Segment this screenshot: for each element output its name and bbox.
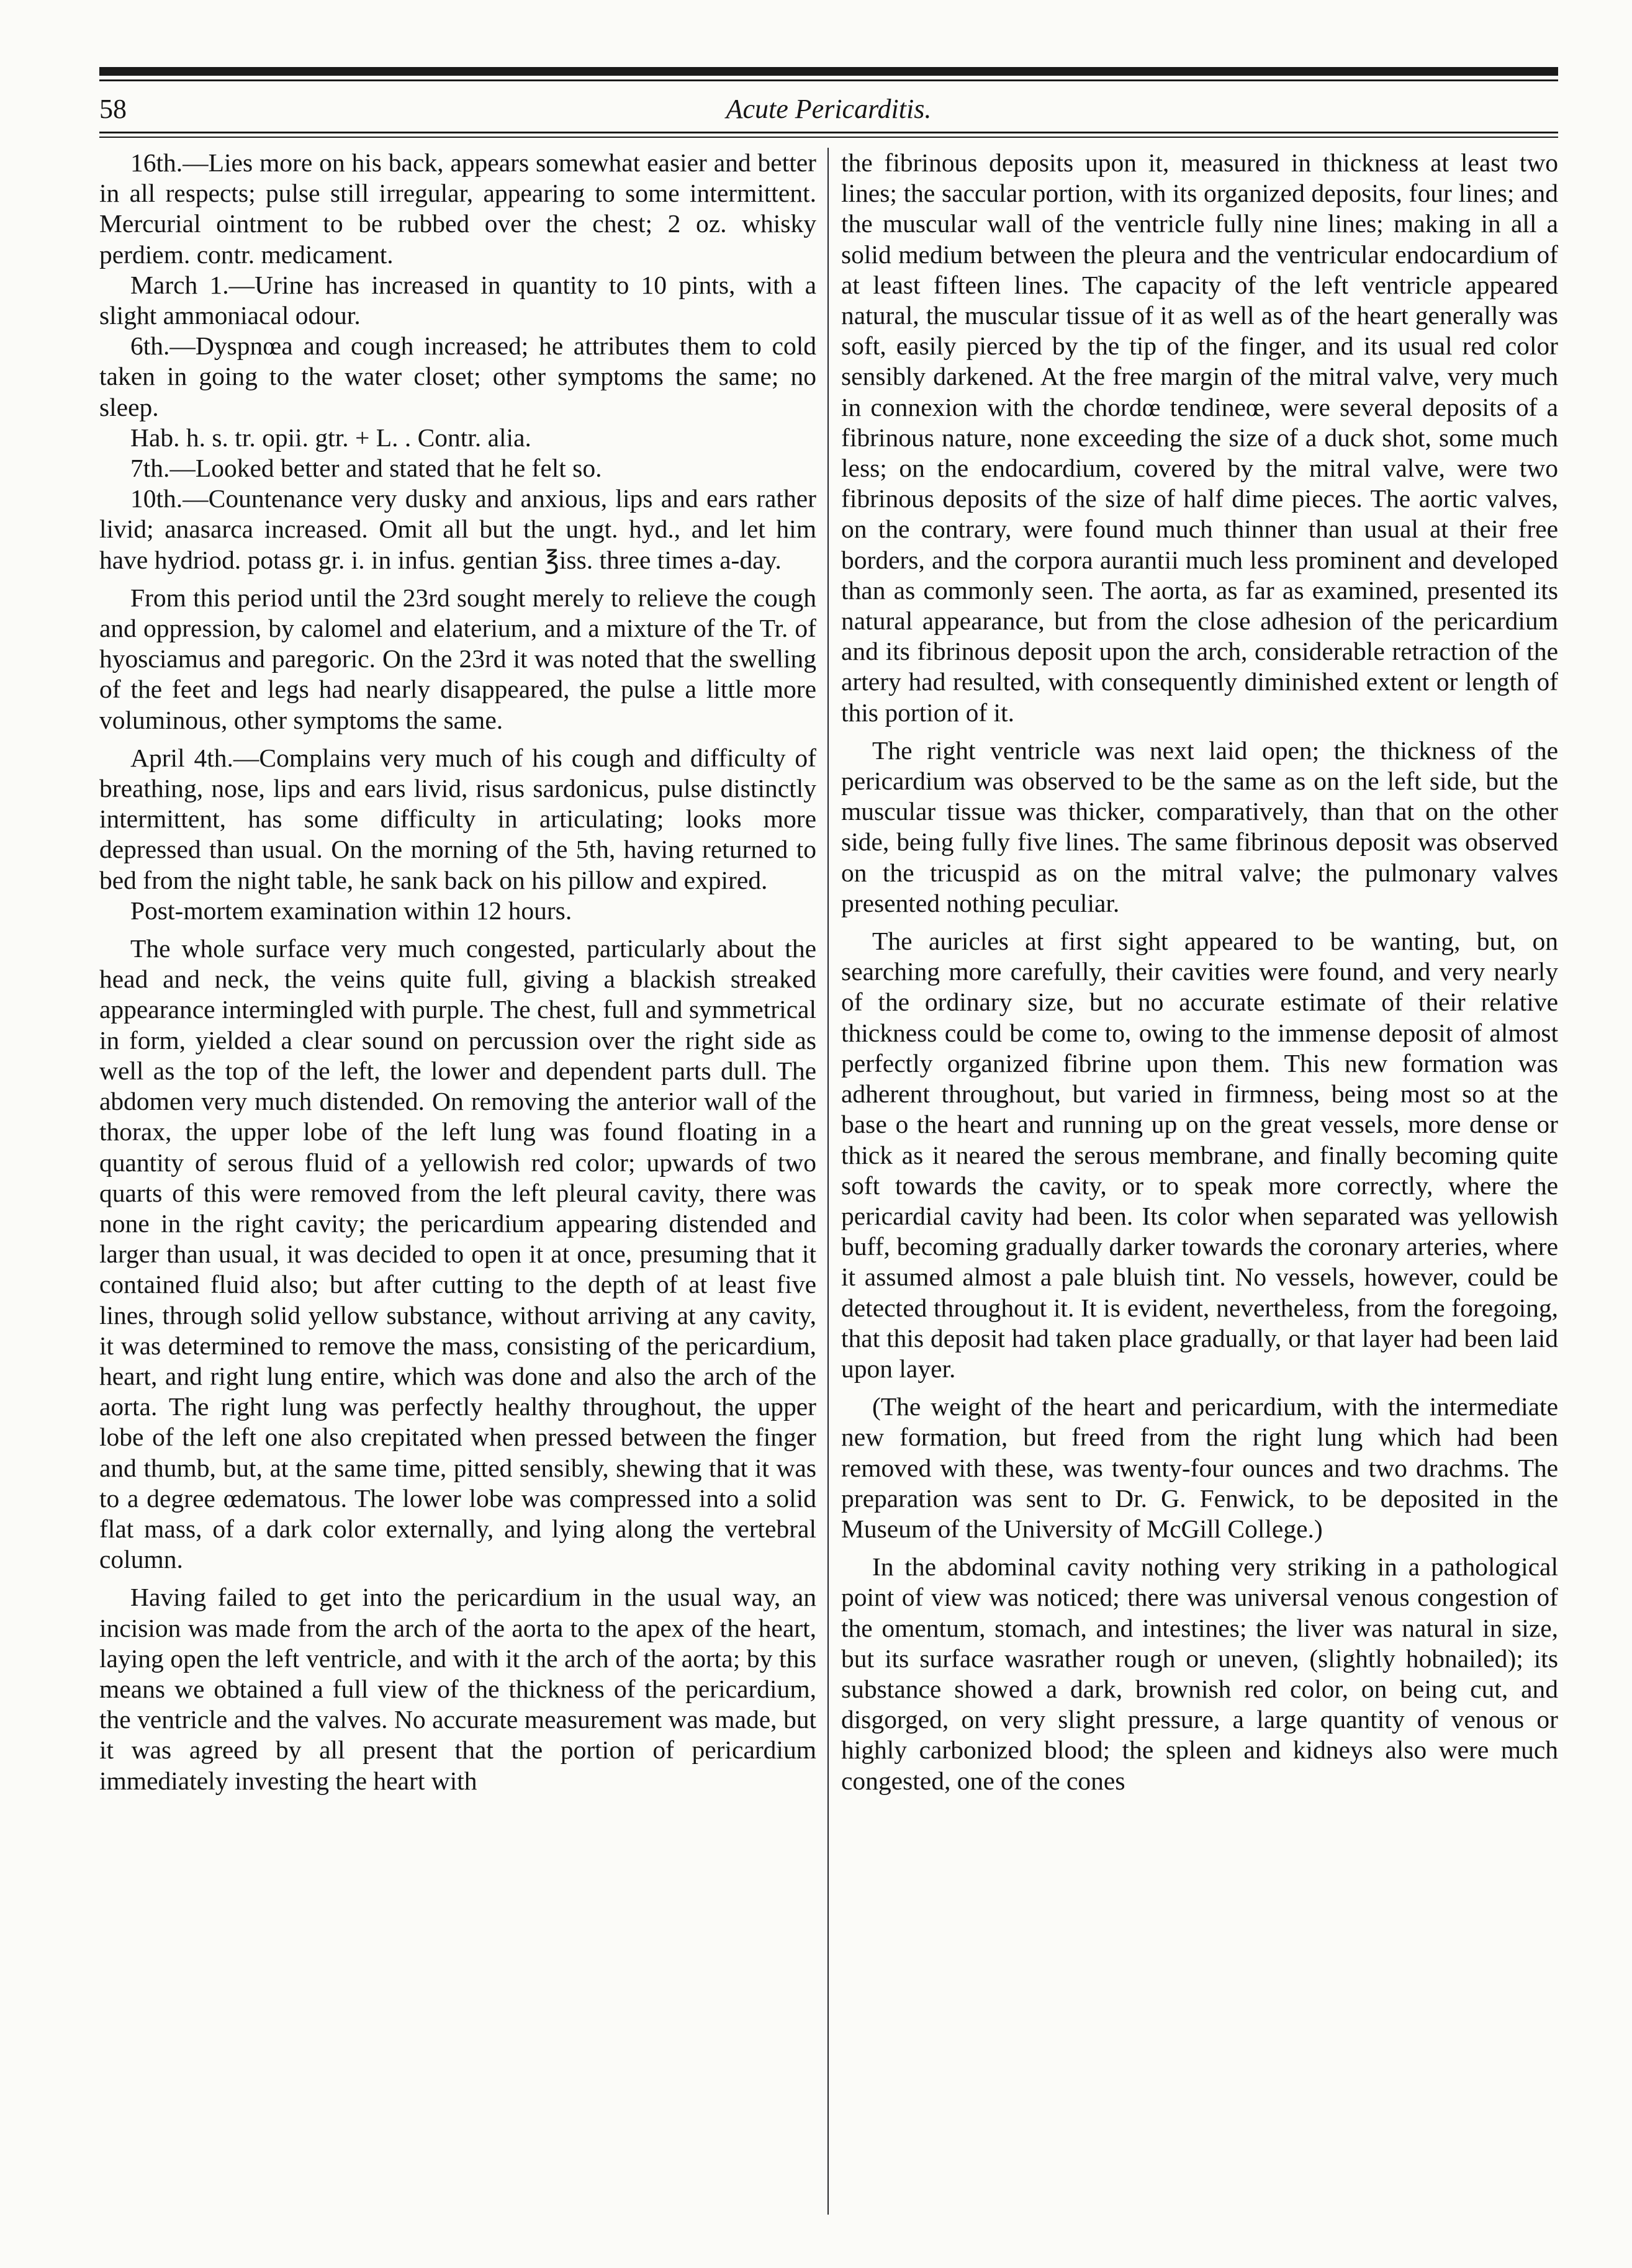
- paragraph: Hab. h. s. tr. opii. gtr. + L. . Contr. alia.: [130, 423, 531, 452]
- top-rule-thin: [99, 79, 1558, 81]
- left-column: [99, 148, 816, 2215]
- paragraph: Post-mortem examination within 12 hours.: [130, 896, 572, 925]
- header-rule: [99, 132, 1558, 133]
- paragraph: Having failed to get into the pericardium in the usual way, an incision was made from the arch of the aorta to the apex of the heart, laying open the left ventricle, and with it the arch of the aorta; by this means we obtained a full view of the thickness of the pericardium, the ventricle and the valves. No accurate measurement was made, but it was agreed by all present that the portion of pericardium immediately investing the heart with: [99, 1583, 816, 1795]
- paragraph: The auricles at first sight appeared to be wanting, but, on searching more carefully, their cavities were found, and very nearly of the ordinary size, but no accurate estimate of their relative thickness could be come to, owing to the immense deposit of almost perfectly organized fibrine upon them. This new formation was adherent throughout, but varied in firmness, being most so at the base o the heart and running up on the great vessels, more dense or thick as it neared the serous membrane, and finally becoming quite soft towards the cavity, or to speak more correctly, where the pericardial cavity had been. Its color when separated was yellowish buff, becoming gradually darker towards the coronary arteries, where it assumed almost a pale bluish tint. No vessels, however, could be detected throughout it. It is evident, nevertheless, from the foregoing, that this deposit had taken place gradually, or that layer had been laid upon layer.: [841, 927, 1558, 1383]
- paragraph: (The weight of the heart and pericardium, with the intermediate new formation, but freed from the right lung which had been removed with these, was twenty-four ounces and two drachms. The preparation was sent to Dr. G. Fenwick, to be deposited in the Museum of the University of McGill College.): [841, 1392, 1558, 1543]
- paragraph: From this period until the 23rd sought merely to relieve the cough and oppression, by calomel and elaterium, and a mixture of the Tr. of hyosciamus and paregoric. On the 23rd it was noted that the swelling of the feet and legs had nearly disappeared, the pulse a little more voluminous, other symptoms the same.: [99, 583, 816, 734]
- top-rule: [99, 67, 1558, 76]
- paragraph: 7th.—Looked better and stated that he felt so.: [130, 454, 602, 483]
- paragraph: 16th.—Lies more on his back, appears somewhat easier and better in all respects; pulse still irregular, appearing to some intermittent. Mercurial ointment to be rubbed over the chest; 2 oz. whisky perdiem. contr. medicament.: [99, 148, 816, 269]
- header-rule-thin: [99, 137, 1558, 138]
- running-title: Acute Pericarditis.: [726, 94, 932, 124]
- paragraph: April 4th.—Complains very much of his cough and difficulty of breathing, nose, lips and ears livid, risus sardonicus, pulse distinctly intermittent, has some difficulty in articulating; looks more depressed than usual. On the morning of the 5th, having returned to bed from the night table, he sank back on his pillow and expired.: [99, 743, 816, 894]
- column-divider: [827, 148, 829, 2215]
- paragraph: The right ventricle was next laid open; the thickness of the pericardium was observed to be the same as on the left side, but the muscular tissue was thicker, comparatively, than that on the other side, being fully five lines. The same fibrinous deposit was observed on the tricuspid as on the mitral valve; the pulmonary valves presented nothing peculiar.: [841, 736, 1558, 917]
- paragraph: 10th.—Countenance very dusky and anxious, lips and ears rather livid; anasarca increased. Omit all but the ungt. hyd., and let him have hydriod. potass gr. i. in infus. gentian ℥iss. three times a-day.: [99, 484, 816, 574]
- page-header: [99, 93, 1558, 130]
- paragraph: 6th.—Dyspnœa and cough increased; he attributes them to cold taken in going to the water closet; other symptoms the same; no sleep.: [99, 331, 816, 421]
- paragraph: In the abdominal cavity nothing very striking in a pathological point of view was noticed; there was universal venous congestion of the omentum, stomach, and intestines; the liver was natural in size, but its surface wasrather rough or uneven, (slightly hobnailed); its substance showed a dark, brownish red color, on being cut, and disgorged, on very slight pressure, a large quantity of venous or highly carbonized blood; the spleen and kidneys also were much congested, one of the cones: [841, 1552, 1558, 1795]
- paragraph: the fibrinous deposits upon it, measured in thickness at least two lines; the saccular portion, with its organized deposits, four lines; and the muscular wall of the ventricle fully nine lines; making in all a solid medium between the pleura and the ventricular endocardium of at least fifteen lines. The capacity of the left ventricle appeared natural, the muscular tissue of it as well as of the heart generally was soft, easily pierced by the tip of the finger, and its usual red color sensibly darkened. At the free margin of the mitral valve, very much in connexion with the chordœ tendineœ, were several deposits of a fibrinous nature, none exceeding the size of a duck shot, some much less; on the endocardium, covered by the mitral valve, were two fibrinous deposits of the size of half dime pieces. The aortic valves, on the contrary, were found much thinner than usual at their free borders, and the corpora aurantii much less prominent and developed than as commonly seen. The aorta, as far as examined, presented its natural appearance, but from the close adhesion of the pericardium and its fibrinous deposit upon the arch, considerable retraction of the artery had resulted, with consequently diminished extent or length of this portion of it.: [841, 148, 1558, 727]
- paragraph: March 1.—Urine has increased in quantity to 10 pints, with a slight ammoniacal odour.: [99, 270, 816, 330]
- right-column: [841, 148, 1558, 2215]
- paragraph: The whole surface very much congested, particularly about the head and neck, the veins quite full, giving a blackish streaked appearance intermingled with purple. The chest, full and symmetrical in form, yielded a clear sound on percussion over the right side as well as the top of the left, the lower and dependent parts dull. The abdomen very much distended. On removing the anterior wall of the thorax, the upper lobe of the left lung was found floating in a quantity of serous fluid of a yellowish red color; upwards of two quarts of this were removed from the left pleural cavity, there was none in the right cavity; the pericardium appearing distended and larger than usual, it was decided to open it at once, presuming that it contained fluid also; but after cutting to the depth of at least five lines, through solid yellow substance, without arriving at any cavity, it was determined to remove the mass, consisting of the pericardium, heart, and right lung entire, which was done and also the arch of the aorta. The right lung was perfectly healthy throughout, the upper lobe of the left one also crepitated when pressed between the finger and thumb, but, at the same time, pitted sensibly, shewing that it was to a degree œdematous. The lower lobe was compressed into a solid flat mass, of a dark color externally, and lying along the vertebral column.: [99, 934, 816, 1574]
- page-number: 58: [99, 94, 127, 124]
